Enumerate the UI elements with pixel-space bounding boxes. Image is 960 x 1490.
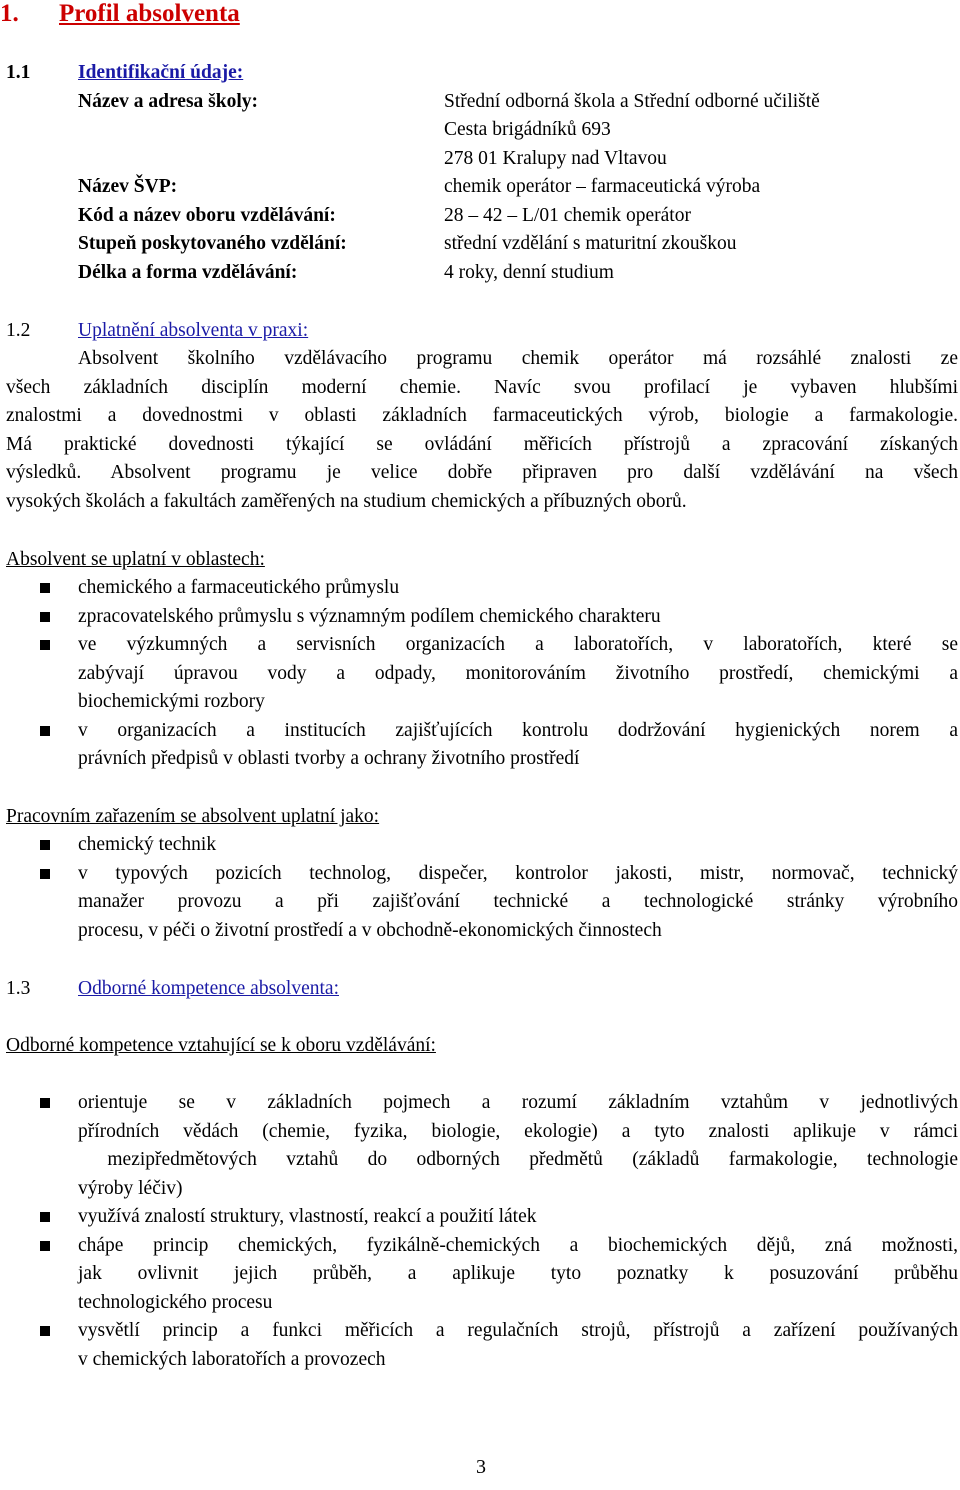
bullet-icon (40, 640, 50, 650)
bullet-icon (40, 1326, 50, 1336)
competences-heading: Odborné kompetence vztahující se k oboru vzdělávání: (6, 1035, 436, 1056)
section-heading (0, 0, 240, 28)
bullet-icon (40, 869, 50, 879)
id-value: Cesta brigádníků 693 (444, 119, 611, 140)
list-item: využívá znalostí struktury, vlastností, reakcí a použití látek (78, 1206, 537, 1227)
id-label: Název ŠVP: (78, 176, 178, 197)
list-item: chemického a farmaceutického průmyslu (78, 577, 400, 598)
list-item-continuation: mezipředmětových vztahů do odborných předmětů (základů farmakologie, technologie (78, 1149, 958, 1170)
list-item-continuation: manažer provozu a při zajišťování technické a technologické stránky výrobního (78, 891, 958, 912)
list-item-continuation: výroby léčiv) (78, 1178, 183, 1199)
list-item: orientuje se v základních pojmech a rozumí základním vztahům v jednotlivých (78, 1092, 958, 1113)
id-value: 278 01 Kralupy nad Vltavou (444, 148, 667, 169)
list-item-continuation: v chemických laboratořích a provozech (78, 1349, 386, 1370)
id-value: 28 – 42 – L/01 chemik operátor (444, 205, 691, 226)
list-item: v organizacích a institucích zajišťujících kontrolu dodržování hygienických norem a (78, 720, 958, 741)
paragraph-line: znalostmi a dovednostmi v oblasti základních farmaceutických výrob, biologie a farmakologie. (6, 405, 958, 426)
list-item-continuation: právních předpisů v oblasti tvorby a ochrany životního prostředí (78, 748, 580, 769)
subsection-number: 1.2 (6, 320, 31, 341)
list-item-continuation: přírodních vědách (chemie, fyzika, biologie, ekologie) a tyto znalosti aplikuje v rámci (78, 1121, 958, 1142)
id-value: střední vzdělání s maturitní zkouškou (444, 233, 737, 254)
id-value: Střední odborná škola a Střední odborné učiliště (444, 91, 820, 112)
bullet-icon (40, 583, 50, 593)
page-number: 3 (476, 1456, 486, 1478)
bullet-icon (40, 612, 50, 622)
list-item: zpracovatelského průmyslu s významným podílem chemického charakteru (78, 606, 661, 627)
bullet-icon (40, 1241, 50, 1251)
list-item-continuation: biochemickými rozbory (78, 691, 265, 712)
id-value: chemik operátor – farmaceutická výroba (444, 176, 761, 197)
subsection-title[interactable]: Identifikační údaje: (78, 62, 244, 83)
list-item: ve výzkumných a servisních organizacích a laboratořích, v laboratořích, které se (78, 634, 958, 655)
subsection-title[interactable]: Uplatnění absolventa v praxi: (78, 320, 309, 341)
bullet-icon (40, 726, 50, 736)
section-number: 1. (0, 0, 19, 27)
list-item: chemický technik (78, 834, 217, 855)
jobs-heading: Pracovním zařazením se absolvent uplatní jako: (6, 806, 380, 827)
list-item: v typových pozicích technolog, dispečer, kontrolor jakosti, mistr, normovač, technický (78, 863, 958, 884)
subsection-title[interactable]: Odborné kompetence absolventa: (78, 978, 339, 999)
paragraph-line: všech základních disciplín moderní chemie. Navíc svou profilací je vybaven hlubšími (6, 377, 958, 398)
paragraph-line: vysokých školách a fakultách zaměřených na studium chemických a příbuzných oborů. (6, 491, 687, 512)
paragraph-line: Má praktické dovednosti týkající se ovládání měřicích přístrojů a zpracování získaných (6, 434, 958, 455)
id-label: Kód a název oboru vzdělávání: (78, 205, 336, 226)
list-item: chápe princip chemických, fyzikálně-chemických a biochemických dějů, zná možnosti, (78, 1235, 958, 1256)
paragraph-line: Absolvent školního vzdělávacího programu chemik operátor má rozsáhlé znalosti ze (78, 348, 958, 369)
id-label: Délka a forma vzdělávání: (78, 262, 298, 283)
id-label: Stupeň poskytovaného vzdělání: (78, 233, 347, 254)
subsection-number: 1.1 (6, 62, 31, 83)
list-item-continuation: zabývají úpravou vody a odpady, monitorováním životního prostředí, chemickými a (78, 663, 958, 684)
list-item: vysvětlí princip a funkci měřicích a regulačních strojů, přístrojů a zařízení používaných (78, 1320, 958, 1341)
list-item-continuation: jak ovlivnit jejich průběh, a aplikuje tyto poznatky k posuzování průběhu (78, 1263, 958, 1284)
list-item-continuation: procesu, v péči o životní prostředí a v obchodně-ekonomických činnostech (78, 920, 662, 941)
areas-heading: Absolvent se uplatní v oblastech: (6, 549, 265, 570)
section-title[interactable]: Profil absolventa (59, 0, 240, 27)
paragraph-line: výsledků. Absolvent programu je velice dobře připraven pro další vzdělávání na všech (6, 462, 958, 483)
id-label: Název a adresa školy: (78, 91, 259, 112)
bullet-icon (40, 840, 50, 850)
id-value: 4 roky, denní studium (444, 262, 614, 283)
list-item-continuation: technologického procesu (78, 1292, 273, 1313)
subsection-number: 1.3 (6, 978, 31, 999)
bullet-icon (40, 1212, 50, 1222)
bullet-icon (40, 1098, 50, 1108)
